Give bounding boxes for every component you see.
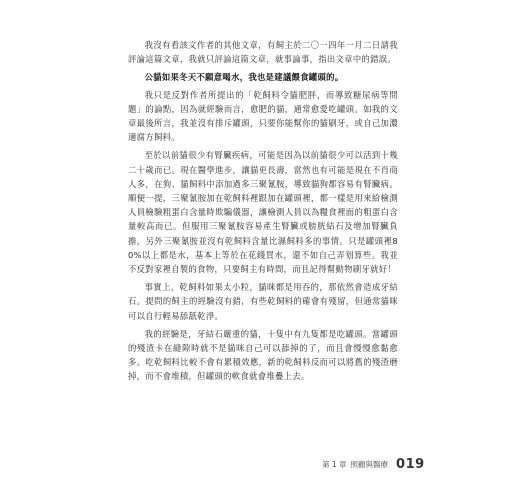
section-title: 照顧與醫療 bbox=[350, 460, 389, 469]
paragraph: 我的經驗是，牙結石嚴重的貓，十隻中有九隻都是吃罐頭。當罐頭的殘渣卡在縫隙時就不是貓咪自己可以舔掉的了，而且會慢慢愈黏愈多。吃乾飼料比較不會有累積效應，新的乾飼料反而可以將舊的殘渣磨掉，而不會堆積，但罐頭的軟食就會堆疊上去。 bbox=[128, 328, 398, 382]
paragraph: 至於以前貓很少有腎臟疾病，可能是因為以前貓很少可以活到十幾二十歲而已。現在醫學進步，讓貓更長壽，當然也有可能是現在不肖商人多，在狗、貓飼料中添加過多三聚氰胺，導致貓狗都容易有腎臟病。順便一提，三聚氰胺加在乾飼料裡跟加在罐頭裡，都一樣是用來給檢測人員檢驗粗蛋白含量時欺騙儀器，讓檢測人員以為糧食裡面的粗蛋白含量較高而已。但服用三聚氰胺容易產生腎臟或膀胱結石及增加腎臟負擔，另外三聚氰胺並沒有乾飼料含量比濕飼料多的事情。只是罐頭裡80%以上都是水，基本上等於在花錢買水，還不如自己弄划算些。我並不反對家裡自製的食物，只要飼主有時間，而且記得幫動物刷牙就好！ bbox=[128, 150, 398, 275]
page-footer bbox=[322, 457, 425, 472]
chapter-label: 第 1 章 bbox=[322, 460, 347, 469]
paragraph: 事實上，乾飼料如果太小粒，貓咪都是用吞的，那依然會造成牙結石。提問的飼主的經驗沒有錯，有些乾飼料的確會有殘留，但通常貓咪可以自行輕易舔舐乾淨。 bbox=[128, 282, 398, 321]
paragraph: 我只是反對作者所提出的「乾飼料令貓肥胖，而導致糖尿病等問題」的論點，因為就經驗而言，愈肥的貓，通常愈愛吃罐頭。如我的文章最後所言，我並沒有排斥罐頭，只要你能幫你的貓刷牙，或自己加濃適腐方飼料。 bbox=[128, 89, 398, 143]
bold-paragraph: 公貓如果冬天不願意喝水，我也是建議餵食罐頭的。 bbox=[144, 72, 344, 83]
paragraph: 我沒有看該文作者的其他文章，有飼主於二〇一四年一月二日請我評論這篇文章，我就只評論這篇文章，就事論事，指出文章中的錯誤。 bbox=[128, 40, 398, 65]
page-number: 019 bbox=[396, 457, 425, 472]
body-text bbox=[128, 38, 398, 388]
